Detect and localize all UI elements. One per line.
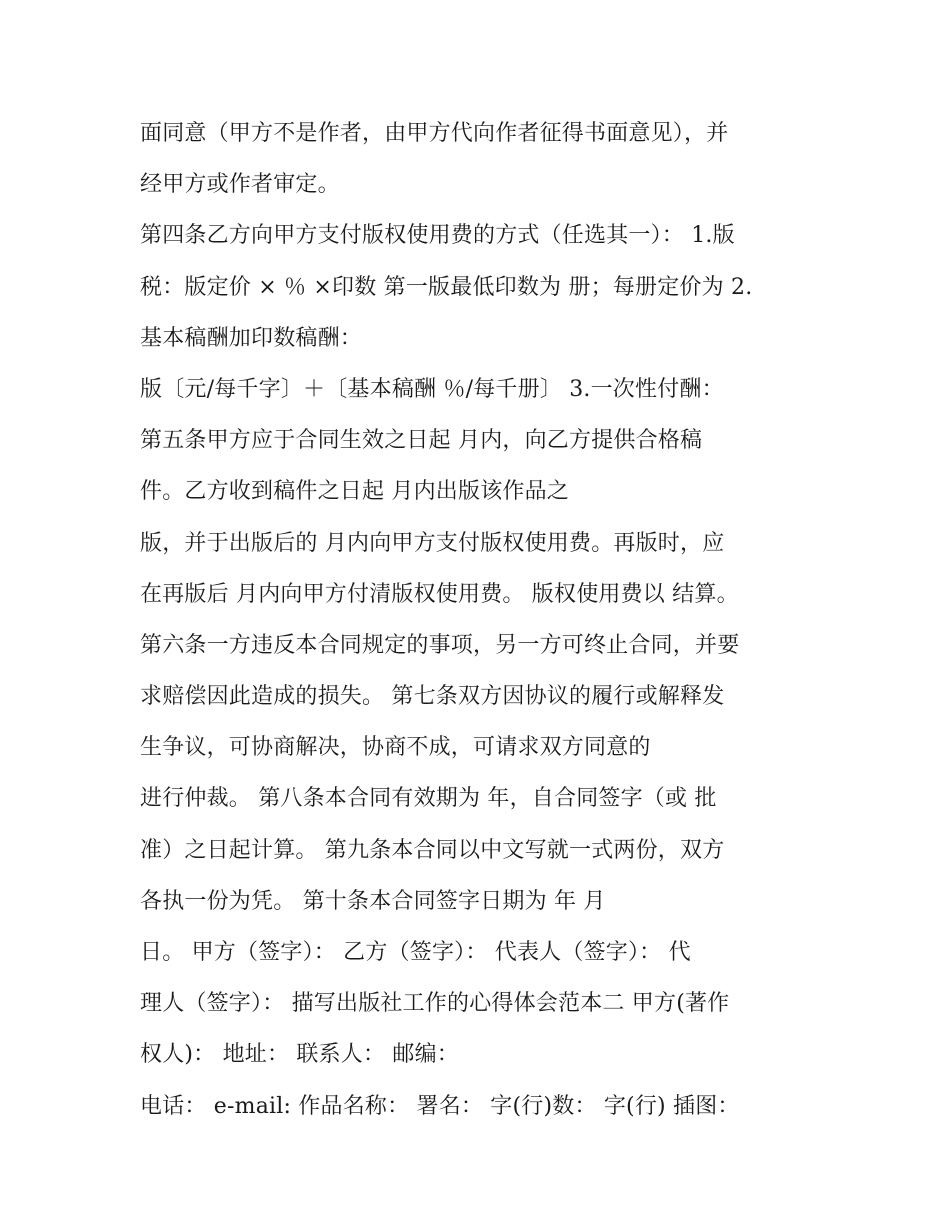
text-line: 生争议，可协商解决，协商不成，可请求双方同意的 xyxy=(140,735,651,761)
text-line: 税：版定价 × ％ ×印数 第一版最低印数为 册；每册定价为 2. xyxy=(140,274,753,300)
text-line: 各执一份为凭。 第十条本合同签字日期为 年 月 xyxy=(140,888,606,914)
text-line: 准）之日起计算。 第九条本合同以中文写就一式两份，双方 xyxy=(140,837,725,863)
text-line: 第六条一方违反本合同规定的事项，另一方可终止合同，并要 xyxy=(140,632,740,658)
text-line: 版，并于出版后的 月内向甲方支付版权使用费。再版时，应 xyxy=(140,530,725,556)
text-line: 基本稿酬加印数稿酬： xyxy=(140,325,363,351)
text-line: 日。 甲方（签字）： 乙方（签字）： 代表人（签字）： 代 xyxy=(140,940,691,965)
text-line: 第四条乙方向甲方支付版权使用费的方式（任选其一）： 1.版 xyxy=(140,223,735,249)
text-line: 经甲方或作者审定。 xyxy=(140,172,340,198)
text-line: 权人)： 地址： 联系人： 邮编： xyxy=(140,1042,459,1068)
text-line: 在再版后 月内向甲方付清版权使用费。 版权使用费以 结算。 xyxy=(140,581,739,607)
text-line: 求赔偿因此造成的损失。 第七条双方因协议的履行或解释发 xyxy=(140,684,725,710)
text-line: 件。乙方收到稿件之日起 月内出版该作品之 xyxy=(140,479,569,505)
document-body xyxy=(140,108,840,1132)
text-line: 版〔元/每千字〕＋〔基本稿酬 ％/每千册〕 3.一次性付酬： xyxy=(140,376,724,402)
text-line: 面同意（甲方不是作者，由甲方代向作者征得书面意见），并 xyxy=(140,121,729,146)
text-line: 理人（签字）： 描写出版社工作的心得体会范本二 甲方(著作 xyxy=(140,991,730,1017)
text-line: 电话： e-mail: 作品名称： 署名： 字(行)数： 字(行) 插图： xyxy=(140,1093,740,1119)
text-line: 第五条甲方应于合同生效之日起 月内，向乙方提供合格稿 xyxy=(140,428,703,454)
text-line: 进行仲裁。 第八条本合同有效期为 年，自合同签字（或 批 xyxy=(140,786,717,812)
